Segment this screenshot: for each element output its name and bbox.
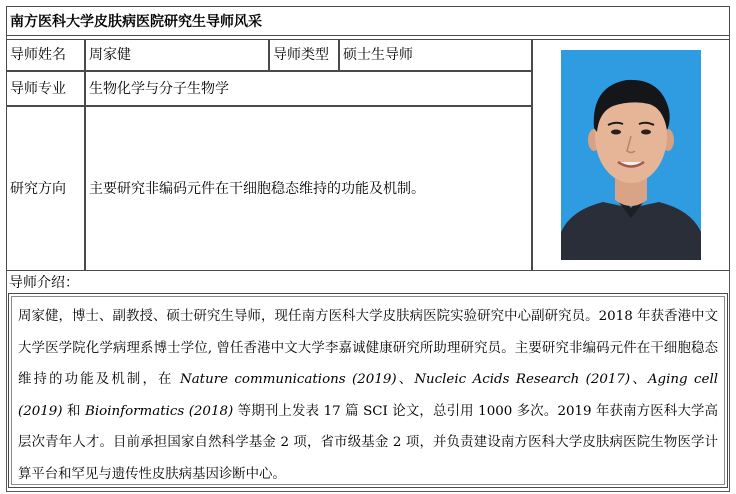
advisor-photo [561, 50, 701, 260]
separator: 、 [396, 372, 415, 387]
research-value: 主要研究非编码元件在干细胞稳态维持的功能及机制。 [85, 106, 532, 271]
major-value: 生物化学与分子生物学 [85, 71, 532, 106]
intro-paragraph-part-1: 周家健，博士、副教授、硕士研究生导师，现任南方医科大学皮肤病医院实验研究中心副研究员。2018 年获香港中文大学医学院化学病理系博士学位, 曾任香港中文大学李嘉诚健康研究所助理研究员。主要研究非编码元件在干细胞稳态维持的功能及机制，在 [18, 309, 718, 387]
journal-bioinformatics: Bioinformatics (2018) [85, 403, 234, 419]
type-label: 导师类型 [269, 39, 339, 71]
major-label: 导师专业 [6, 71, 85, 106]
type-value: 硕士生导师 [339, 39, 532, 71]
conjunction: 和 [62, 403, 86, 419]
photo-cell [532, 39, 730, 271]
name-label: 导师姓名 [6, 39, 85, 71]
intro-text [11, 296, 725, 485]
page-title: 南方医科大学皮肤病医院研究生导师风采 [6, 6, 730, 36]
journal-aging-cell: Aging cell (2019) [18, 372, 719, 419]
intro-paragraph-part-2: 等期刊上发表 17 篇 SCI 论文，总引用 1000 多次。2019 年获南方医科大学高层次青年人才。目前承担国家自然科学基金 2 项，省市级基金 2 项，并负责建设南方医科大学皮肤病医院生物医学计算平台和罕见与遗传性皮肤病基因诊断中心。 [18, 403, 718, 482]
separator: 、 [630, 372, 648, 387]
research-label: 研究方向 [6, 106, 85, 271]
journal-nucleic-acids-research: Nucleic Acids Research (2017) [414, 372, 631, 387]
name-value: 周家健 [85, 39, 269, 71]
intro-box [8, 293, 728, 488]
intro-label: 导师介绍： [9, 275, 79, 291]
journal-nature-communications: Nature communications (2019) [179, 372, 397, 387]
